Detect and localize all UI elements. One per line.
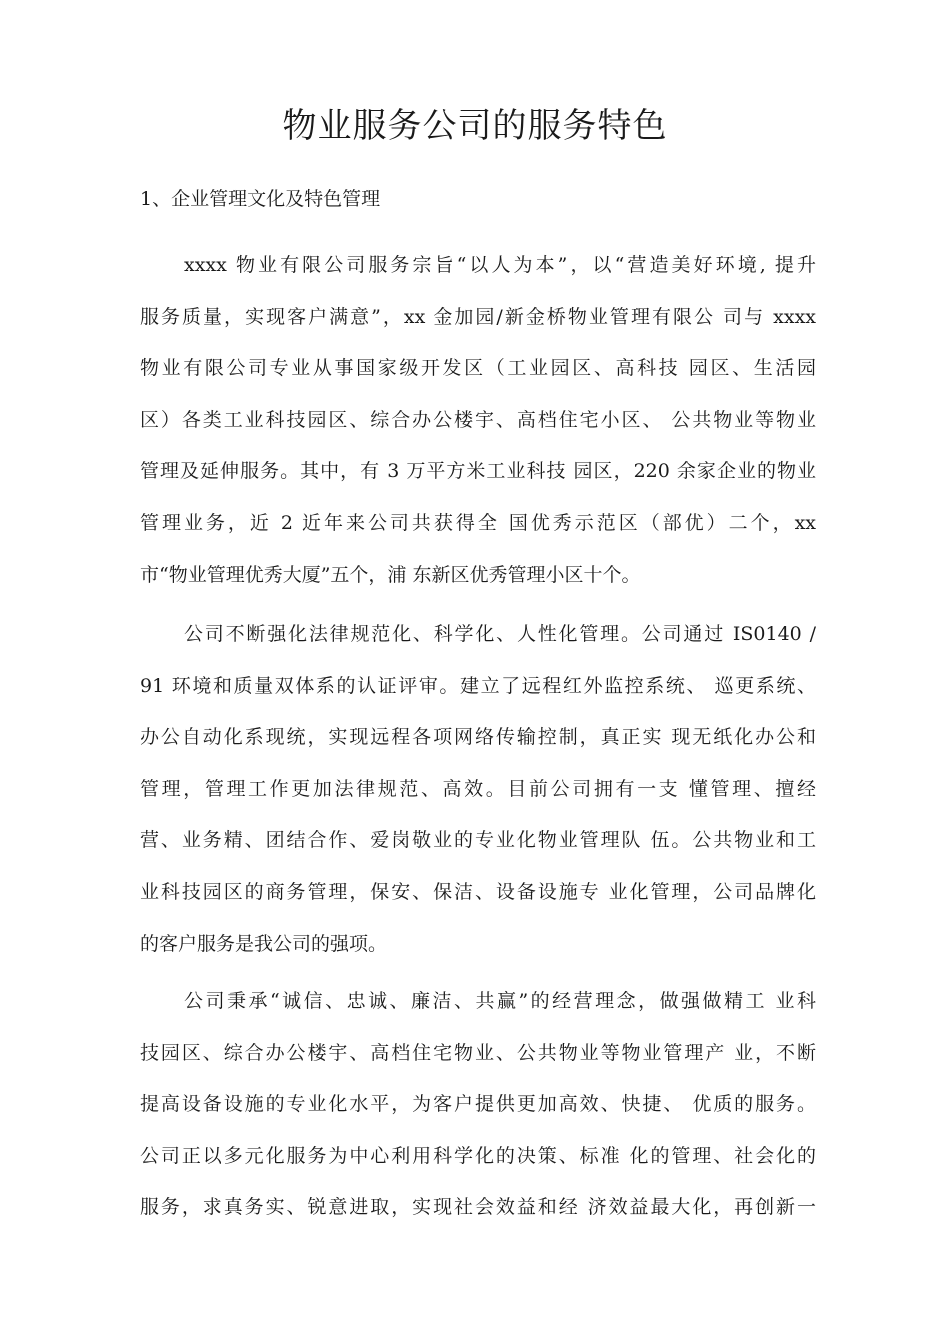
section-heading: 1、企业管理文化及特色管理 <box>140 188 381 210</box>
paragraph-line: xxxx 物业有限公司服务宗旨“以人为本”，以“营造美好环境, 提升 <box>184 254 816 276</box>
paragraph-line: 公司不断强化法律规范化、科学化、人性化管理。公司通过 IS0140 / <box>184 623 816 645</box>
paragraph-3 <box>140 976 816 1234</box>
paragraph-1 <box>140 240 816 601</box>
paragraph-line: 市“物业管理优秀大厦”五个，浦 东新区优秀管理小区十个。 <box>140 563 641 586</box>
paragraph-line: 公司正以多元化服务为中心利用科学化的决策、标准 化的管理、社会化的 <box>140 1144 816 1167</box>
paragraph-line: 管理，管理工作更加法律规范、高效。目前公司拥有一支 懂管理、擅经 <box>140 777 816 800</box>
paragraph-line: 91 环境和质量双体系的认证评审。建立了远程红外监控系统、 巡更系统、 <box>140 674 816 697</box>
paragraph-line: 办公自动化系现统，实现远程各项网络传输控制，真正实 现无纸化办公和 <box>140 726 816 749</box>
paragraph-line: 技园区、综合办公楼宇、高档住宅物业、公共物业等物业管理产 业，不断 <box>140 1041 816 1064</box>
paragraph-line: 提高设备设施的专业化水平，为客户提供更加高效、快捷、 优质的服务。 <box>140 1093 816 1116</box>
paragraph-line: 管理业务，近 2 近年来公司共获得全 国优秀示范区（部优）二个，xx <box>140 511 816 534</box>
paragraph-line: 公司秉承“诚信、忠诚、廉洁、共赢”的经营理念，做强做精工 业科 <box>184 990 816 1012</box>
paragraph-line: 管理及延伸服务。其中，有 3 万平方米工业科技 园区，220 余家企业的物业 <box>140 460 816 483</box>
paragraph-line: 的客户服务是我公司的强项。 <box>140 932 388 955</box>
paragraph-line: 营、业务精、团结合作、爱岗敬业的专业化物业管理队 伍。公共物业和工 <box>140 829 816 852</box>
document-title: 物业服务公司的服务特色 <box>282 106 668 146</box>
paragraph-2 <box>140 609 816 970</box>
paragraph-line: 业科技园区的商务管理，保安、保洁、设备设施专 业化管理，公司品牌化 <box>140 880 816 903</box>
paragraph-line: 物业有限公司专业从事国家级开发区（工业园区、高科技 园区、生活园 <box>140 357 816 380</box>
paragraph-line: 服务，求真务实、锐意进取，实现社会效益和经 济效益最大化，再创新一 <box>140 1196 816 1219</box>
paragraph-line: 区）各类工业科技园区、综合办公楼宇、高档住宅小区、 公共物业等物业 <box>140 408 816 431</box>
paragraph-line: 服务质量，实现客户满意”，xx 金加园/新金桥物业管理有限公 司与 xxxx <box>140 305 816 328</box>
